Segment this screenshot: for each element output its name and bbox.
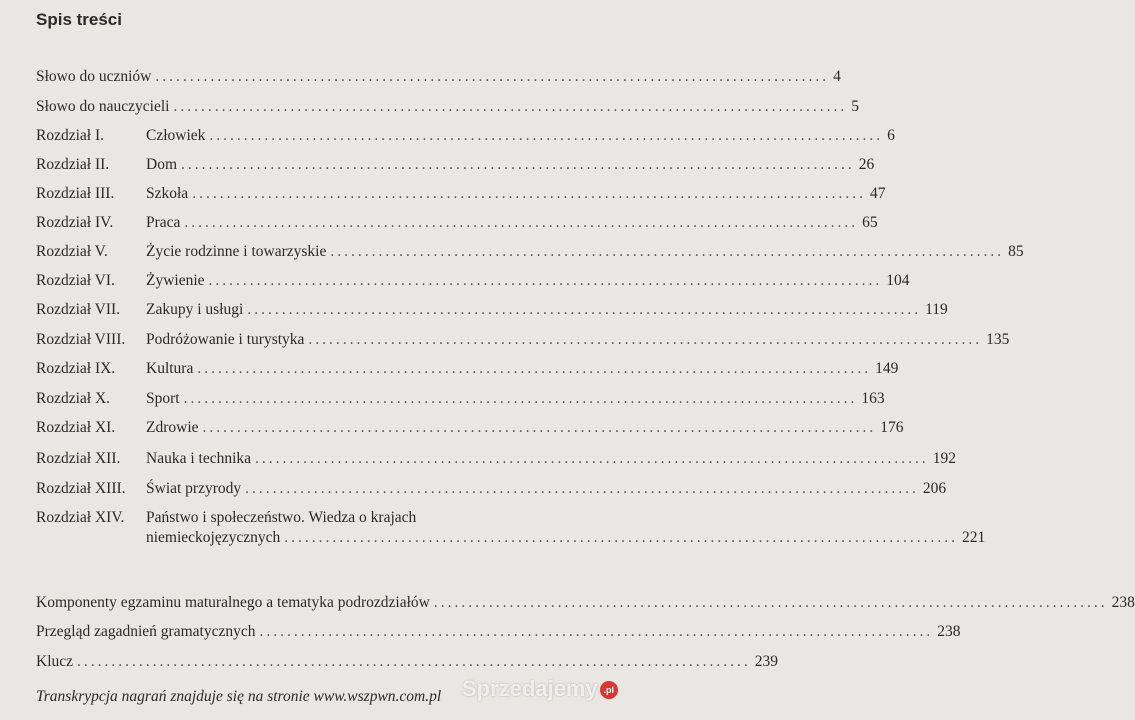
chapter-label: Rozdział IX. — [36, 360, 116, 377]
toc-entry[interactable] — [36, 67, 841, 87]
toc-page-number: 221 — [962, 529, 986, 546]
leader-dots: .................................................................................................. — [192, 185, 866, 202]
toc-entry[interactable] — [36, 330, 1010, 350]
toc-page-number: 192 — [932, 450, 957, 467]
leader-dots: .................................................................................................. — [209, 127, 884, 144]
toc-entry[interactable] — [36, 359, 899, 379]
chapter-label: Rozdział VII. — [36, 301, 121, 318]
chapter-title: Zakupy i usługi — [146, 301, 244, 318]
leader-dots: .................................................................................................. — [155, 68, 830, 85]
toc-entry[interactable] — [36, 155, 875, 175]
chapter-title: Zdrowie — [146, 419, 199, 436]
footer-note: Transkrypcja nagrań znajduje się na stronie www.wszpwn.com.pl — [36, 688, 442, 705]
chapter-title: Dom — [146, 156, 177, 173]
chapter-label: Rozdział VI. — [36, 272, 115, 289]
chapter-title: Żywienie — [146, 272, 205, 289]
toc-entry-title: Przegląd zagadnień gramatycznych — [36, 623, 256, 640]
chapter-label: Rozdział VIII. — [36, 331, 126, 348]
chapter-title: Kultura — [146, 360, 194, 377]
toc-page-number: 238 — [937, 623, 961, 640]
toc-entry[interactable] — [36, 213, 878, 233]
toc-page-number: 85 — [1008, 243, 1024, 260]
watermark-text: Sprzedajemy — [462, 676, 598, 701]
leader-dots: .................................................................................................. — [173, 98, 848, 115]
chapter-title: Życie rodzinne i towarzyskie — [146, 243, 327, 260]
watermark-badge: .pl — [600, 681, 618, 699]
leader-dots: .................................................................................................. — [184, 214, 859, 231]
toc-entry[interactable] — [36, 97, 859, 117]
toc-entry[interactable] — [36, 652, 779, 672]
toc-page-number: 163 — [861, 390, 885, 407]
toc-entry[interactable] — [36, 622, 961, 642]
toc-page-number: 26 — [858, 156, 875, 173]
chapter-title: Państwo i społeczeństwo. Wiedza o krajach — [146, 509, 417, 526]
leader-dots: .................................................................................................. — [208, 272, 883, 289]
chapter-label: Rozdział XIV. — [36, 509, 125, 526]
chapter-title: Człowiek — [146, 127, 206, 144]
toc-page-number: 47 — [869, 185, 886, 202]
leader-dots: .................................................................................................. — [247, 301, 922, 318]
watermark-logo — [462, 676, 618, 702]
toc-page-number: 4 — [833, 68, 841, 85]
chapter-title: Nauka i technika — [146, 450, 252, 467]
chapter-label: Rozdział V. — [36, 243, 108, 260]
leader-dots: .................................................................................................. — [77, 653, 751, 670]
leader-dots: .................................................................................................. — [183, 390, 858, 407]
toc-entry[interactable] — [36, 389, 885, 409]
toc-entry-title: Komponenty egzaminu maturalnego a tematyka podrozdziałów — [36, 594, 430, 611]
toc-entry-title: Klucz — [36, 653, 74, 670]
toc-entry[interactable] — [36, 508, 606, 528]
page-title: Spis treści — [36, 10, 122, 29]
toc-entry[interactable] — [36, 300, 948, 320]
chapter-label: Rozdział III. — [36, 185, 115, 202]
toc-entry[interactable] — [36, 126, 895, 146]
toc-entry[interactable] — [36, 242, 1024, 262]
toc-page-number: 104 — [886, 272, 910, 289]
chapter-label: Rozdział XIII. — [36, 480, 126, 497]
leader-dots: .................................................................................................. — [433, 594, 1108, 611]
toc-entry[interactable] — [36, 184, 886, 204]
toc-entry[interactable] — [36, 593, 1135, 613]
toc-entry[interactable] — [36, 271, 910, 291]
toc-page-number: 135 — [986, 331, 1010, 348]
toc-page-number: 5 — [851, 98, 859, 115]
toc-page-number: 6 — [887, 127, 895, 144]
leader-dots: .................................................................................................. — [181, 156, 855, 173]
toc-entry-continuation[interactable] — [146, 528, 986, 548]
chapter-title: Szkoła — [146, 185, 189, 202]
leader-dots: .................................................................................................. — [202, 419, 877, 436]
chapter-title-line2: niemieckojęzycznych — [146, 529, 281, 546]
leader-dots: .................................................................................................. — [255, 450, 929, 467]
leader-dots: .................................................................................................. — [330, 243, 1005, 260]
toc-entry[interactable] — [36, 449, 957, 469]
leader-dots: .................................................................................................. — [284, 529, 959, 546]
toc-entry[interactable] — [36, 479, 947, 499]
toc-page-number: 149 — [875, 360, 899, 377]
leader-dots: .................................................................................................. — [197, 360, 872, 377]
toc-page-number: 176 — [880, 419, 904, 436]
chapter-title: Podróżowanie i turystyka — [146, 331, 305, 348]
chapter-label: Rozdział I. — [36, 127, 105, 144]
toc-page-number: 206 — [922, 480, 947, 497]
chapter-title: Sport — [146, 390, 180, 407]
chapter-label: Rozdział X. — [36, 390, 111, 407]
toc-entry-title: Słowo do nauczycieli — [36, 98, 170, 115]
toc-page-number: 119 — [925, 301, 948, 318]
chapter-label: Rozdział XII. — [36, 450, 121, 467]
toc-entry-title: Słowo do uczniów — [36, 68, 152, 85]
leader-dots: .................................................................................................. — [308, 331, 983, 348]
toc-page-number: 65 — [862, 214, 878, 231]
leader-dots: .................................................................................................. — [259, 623, 934, 640]
chapter-label: Rozdział IV. — [36, 214, 114, 231]
toc-page-number: 239 — [754, 653, 779, 670]
leader-dots: .................................................................................................. — [245, 480, 919, 497]
toc-page-number: 238 — [1111, 594, 1135, 611]
toc-entry[interactable] — [36, 418, 904, 438]
chapter-label: Rozdział XI. — [36, 419, 116, 436]
chapter-title: Świat przyrody — [146, 480, 242, 497]
chapter-label: Rozdział II. — [36, 156, 110, 173]
chapter-title: Praca — [146, 214, 181, 231]
